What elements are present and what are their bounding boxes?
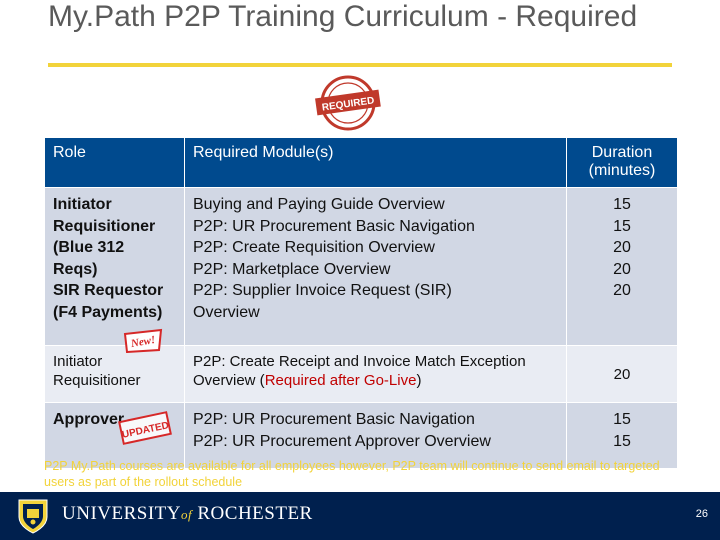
header-modules: Required Module(s) <box>185 138 567 188</box>
header-duration: Duration (minutes) <box>567 138 678 188</box>
duration-value: 15 <box>613 411 631 428</box>
required-after-go-live: Required after Go-Live <box>264 372 417 389</box>
module-line: P2P: UR Procurement Basic Navigation <box>193 217 475 235</box>
role-cell <box>45 333 185 403</box>
duration-value: 20 <box>613 365 631 383</box>
new-badge-icon <box>123 328 163 354</box>
duration-value: 20 <box>613 239 631 257</box>
module-line: P2P: Create Requisition Overview <box>193 239 435 257</box>
wordmark-part-2: ROCHESTER <box>197 503 313 524</box>
role-line: Approver <box>53 411 125 428</box>
module-line: Buying and Paying Guide Overview <box>193 196 445 213</box>
duration-value: 15 <box>613 196 631 213</box>
duration-cell <box>567 346 678 403</box>
table-header-row <box>45 138 678 188</box>
wordmark-of: of <box>181 507 193 522</box>
rollout-note: P2P My.Path courses are available for all employees however, P2P team will continue to send email to targeted users as part of the rollout schedule <box>44 459 660 489</box>
title-underline <box>48 63 672 67</box>
module-line: P2P: Create Receipt and Invoice Match Exception <box>193 353 526 370</box>
module-line: Overview <box>193 303 260 321</box>
module-line: P2P: Supplier Invoice Request (SIR) <box>193 282 452 300</box>
modules-cell <box>185 346 567 403</box>
module-line: P2P: Marketplace Overview <box>193 260 391 278</box>
role-line: SIR Requestor <box>53 282 164 300</box>
module-line: P2P: UR Procurement Basic Navigation <box>193 411 475 428</box>
role-cell <box>45 188 185 346</box>
duration-value: 20 <box>613 282 631 300</box>
slide-title: My.Path P2P Training Curriculum - Required <box>48 0 638 33</box>
table-row <box>45 346 678 403</box>
modules-cell <box>185 188 567 346</box>
updated-stamp-icon <box>117 409 173 449</box>
wordmark-part-1: UNIVERSITY <box>62 503 181 524</box>
module-line-start: Overview ( <box>193 372 265 389</box>
duration-value: 15 <box>613 432 631 450</box>
duration-value: 20 <box>613 260 631 278</box>
stamp-label: REQUIRED <box>321 95 376 114</box>
page-number: 26 <box>695 508 708 520</box>
role-line: Initiator <box>53 196 112 213</box>
new-badge-label: New! <box>130 333 157 351</box>
role-line: (F4 Payments) <box>53 303 163 321</box>
university-wordmark <box>62 503 313 525</box>
updated-stamp-label: UPDATED <box>121 420 170 441</box>
role-line: Initiator <box>53 353 103 370</box>
duration-value: 15 <box>613 217 631 235</box>
header-role: Role <box>45 138 185 188</box>
role-line: (Blue 312 <box>53 239 125 257</box>
curriculum-table <box>44 137 678 469</box>
role-line: Reqs) <box>53 260 98 278</box>
required-stamp-icon <box>312 74 384 132</box>
role-line: Requisitioner <box>53 372 141 389</box>
module-line: P2P: UR Procurement Approver Overview <box>193 432 491 450</box>
duration-cell <box>567 188 678 346</box>
module-line-end: ) <box>416 372 422 389</box>
role-line: Requisitioner <box>53 217 156 235</box>
table-row <box>45 188 678 346</box>
university-seal-icon <box>16 497 50 535</box>
